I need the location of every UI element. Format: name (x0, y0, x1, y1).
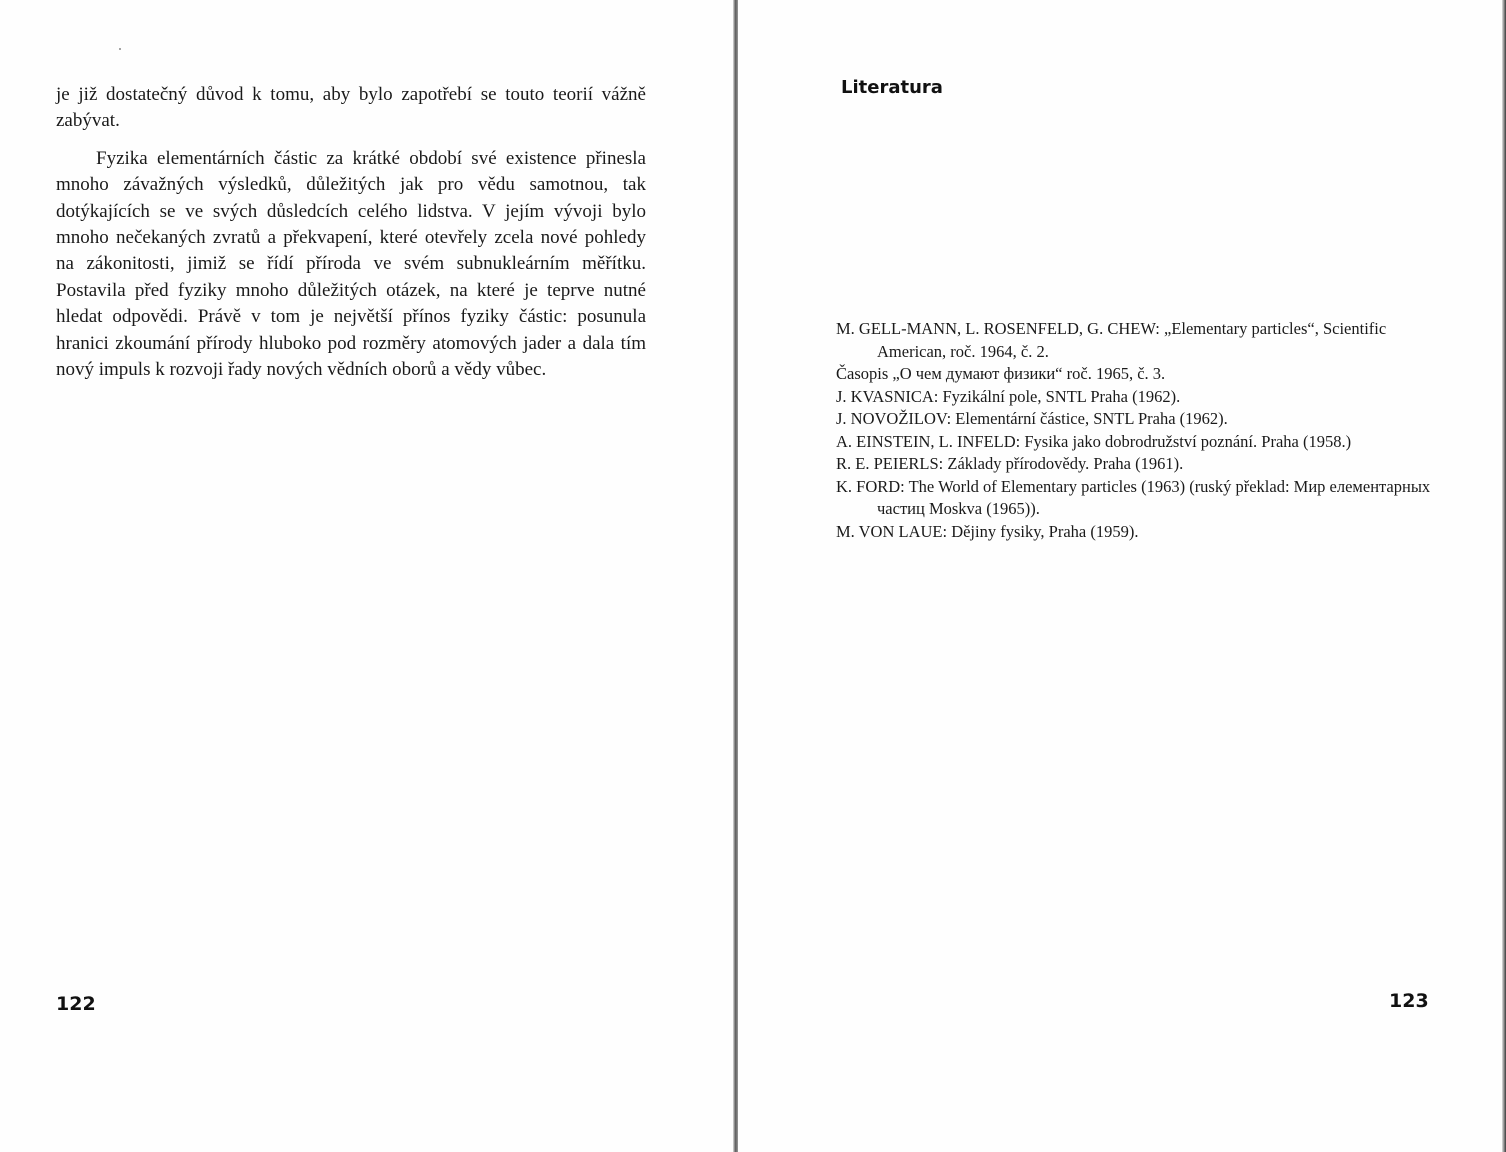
reference-item: J. NOVOŽILOV: Elementární částice, SNTL Praha (1962). (836, 409, 1228, 428)
reference-item: Časopis „O чем думают физики“ roč. 1965, č. 3. (836, 364, 1166, 383)
paper-speck (119, 48, 121, 50)
page-edge-shadow (1502, 0, 1506, 1152)
body-text (56, 82, 646, 383)
reference-item: M. GELL-MANN, L. ROSENFELD, G. CHEW: „Elementary particles“, Scientific American, roč. 1964, č. 2. (836, 319, 1387, 361)
reference-item: A. EINSTEIN, L. INFELD: Fysika jako dobrodružství poznání. Praha (1958.) (836, 431, 1352, 451)
paragraph-fyzika: Fyzika elementárních částic za krátké období své existence přinesla mnoho závažných výsledků, důležitých jak pro vědu samotnou, tak dotýkajících se ve svých důsledcích celého lidstva. V jejím vývoji bylo mnoho nečekaných zvratů a překvapení, které otevřely zcela nové pohledy na zákonitosti, jimiž se řídí příroda ve svém subnukleárním měřítku. Postavila před fyziky mnoho důležitých otázek, na které je teprve nutné hledat odpovědi. Právě v tom je největší přínos fyziky částic: posunula hranici zkoumání přírody hluboko pod rozměry atomových jader a dala tím nový impuls k rozvoji řady nových vědních oborů a vědy vůbec. (56, 147, 646, 381)
reference-list (836, 318, 1436, 543)
reference-item: J. KVASNICA: Fyzikální pole, SNTL Praha (1962). (836, 386, 1181, 406)
page-number-left: 122 (56, 993, 96, 1015)
left-page (0, 0, 734, 1152)
literature-heading: Literatura (841, 77, 943, 98)
reference-item: K. FORD: The World of Elementary particles (1963) (ruský překlad: Мир елементарных частиц Moskva (1965)). (836, 476, 1431, 518)
page-number-right: 123 (1389, 990, 1429, 1012)
right-page (738, 0, 1506, 1152)
reference-item: R. E. PEIERLS: Základy přírodovědy. Praha (1961). (836, 454, 1184, 473)
paragraph-continuation: je již dostatečný důvod k tomu, aby bylo zapotřebí se touto teorií vážně zabývat. (56, 84, 646, 132)
reference-item: M. VON LAUE: Dějiny fysiky, Praha (1959). (836, 521, 1139, 541)
